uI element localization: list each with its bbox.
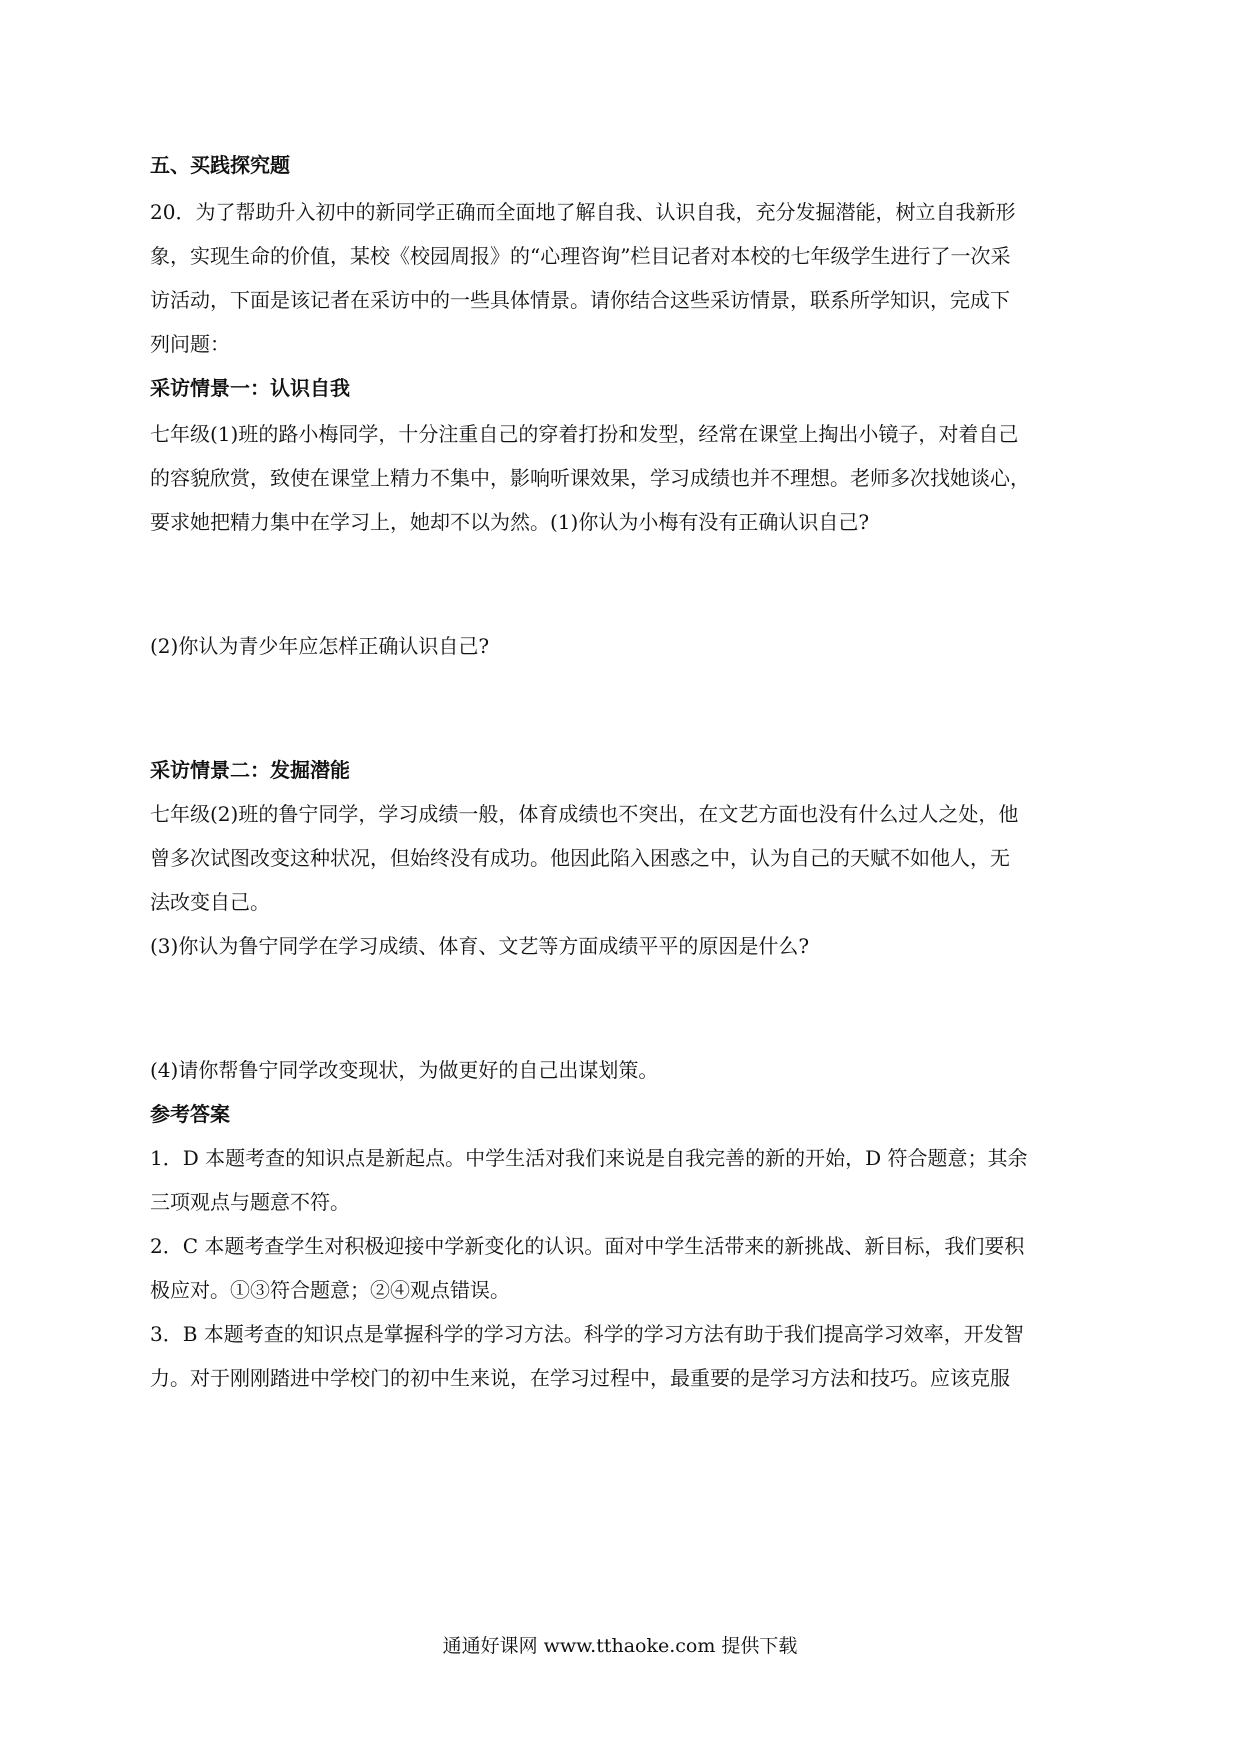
question20-line-4: 列问题： — [150, 332, 230, 356]
question20-line-3: 访活动，下面是该记者在采访中的一些具体情景。请你结合这些采访情景，联系所学知识，完成下 — [150, 288, 1010, 312]
scene1-line-3: 要求她把精力集中在学习上，她却不以为然。(1)你认为小梅有没有正确认识自己? — [150, 510, 870, 534]
scene2-question-3: (3)你认为鲁宁同学在学习成绩、体育、文艺等方面成绩平平的原因是什么? — [150, 934, 810, 958]
scene2-line-2: 曾多次试图改变这种状况，但始终没有成功。他因此陷入困惑之中，认为自己的天赋不如他人，无 — [150, 846, 1010, 870]
section-heading: 五、买践探究题 — [150, 153, 290, 177]
question20-line-2: 象，实现生命的价值，某校《校园周报》的“心理咨询”栏目记者对本校的七年级学生进行了一次采 — [150, 244, 1011, 268]
page-footer: 通通好课网 www.tthaoke.com 提供下载 — [442, 1635, 798, 1657]
scene1-line-1: 七年级(1)班的路小梅同学，十分注重自己的穿着打扮和发型，经常在课堂上掏出小镜子，对着自己 — [150, 422, 1019, 446]
scene2-line-1: 七年级(2)班的鲁宁同学，学习成绩一般，体育成绩也不突出，在文艺方面也没有什么过人之处，他 — [150, 802, 1019, 826]
answer-1-line-2: 三项观点与题意不符。 — [150, 1190, 350, 1214]
question20-line-1: 20．为了帮助升入初中的新同学正确而全面地了解自我、认识自我，充分发掘潜能，树立自我新形 — [150, 200, 1016, 224]
answer-1-line-1: 1．D 本题考查的知识点是新起点。中学生活对我们来说是自我完善的新的开始，D 符合题意；其余 — [150, 1146, 1028, 1170]
scene2-line-3: 法改变自己。 — [150, 890, 270, 914]
answer-3-line-1: 3．B 本题考查的知识点是掌握科学的学习方法。科学的学习方法有助于我们提高学习效率，开发智 — [150, 1322, 1024, 1346]
scene1-line-2: 的容貌欣赏，致使在课堂上精力不集中，影响听课效果，学习成绩也并不理想。老师多次找她谈心， — [150, 466, 1030, 490]
scene2-question-4: (4)请你帮鲁宁同学改变现状，为做更好的自己出谋划策。 — [150, 1058, 659, 1082]
answers-heading: 参考答案 — [150, 1102, 230, 1126]
answer-3-line-2: 力。对于刚刚踏进中学校门的初中生来说，在学习过程中，最重要的是学习方法和技巧。应该克服 — [150, 1366, 1010, 1390]
scene1-heading: 采访情景一：认识自我 — [150, 376, 350, 400]
scene2-heading: 采访情景二：发掘潜能 — [150, 758, 350, 782]
answer-2-line-1: 2．C 本题考查学生对积极迎接中学新变化的认识。面对中学生活带来的新挑战、新目标，我们要积 — [150, 1234, 1025, 1258]
scene1-question-2: (2)你认为青少年应怎样正确认识自己? — [150, 634, 490, 658]
answer-2-line-2: 极应对。①③符合题意；②④观点错误。 — [150, 1278, 510, 1302]
